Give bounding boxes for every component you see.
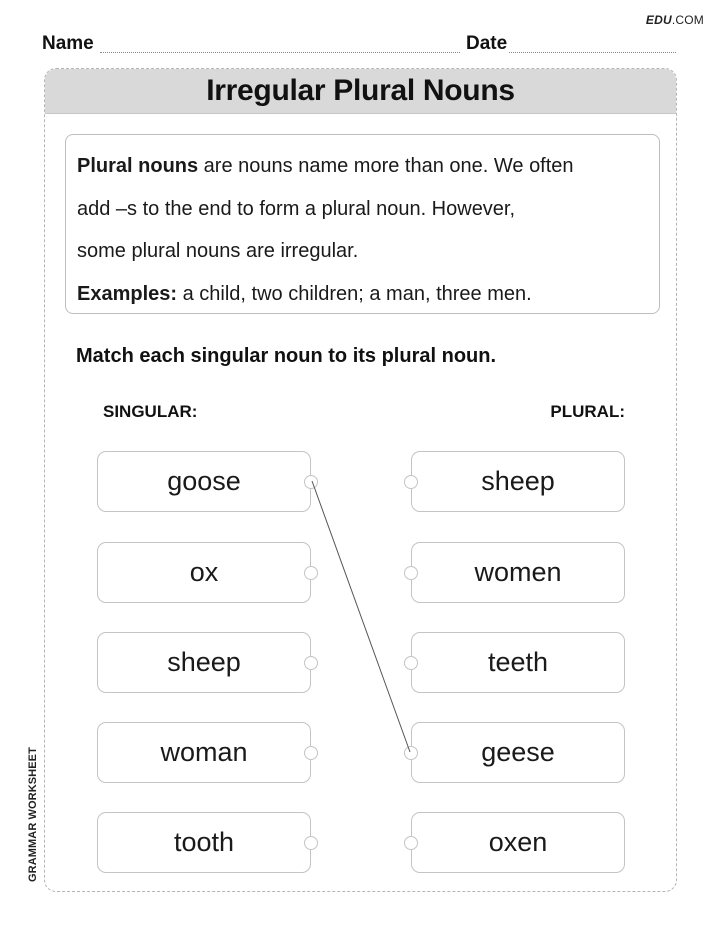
plural-card-geese[interactable] <box>411 722 625 783</box>
connector-dot[interactable] <box>304 475 318 489</box>
singular-card-woman[interactable] <box>97 722 311 783</box>
connector-dot[interactable] <box>304 566 318 580</box>
examples-label: Examples: <box>77 282 178 305</box>
info-box <box>65 134 660 314</box>
plural-card-sheep[interactable] <box>411 451 625 512</box>
brand-logo-rest: .COM <box>671 13 704 27</box>
info-line-2: add –s to the end to form a plural noun. However, <box>77 197 516 220</box>
singular-card-sheep[interactable] <box>97 632 311 693</box>
name-date-row <box>42 33 676 55</box>
plural-header: PLURAL: <box>550 402 625 421</box>
info-term: Plural nouns <box>77 155 199 177</box>
plural-word: sheep <box>481 466 555 496</box>
connector-dot[interactable] <box>404 566 418 580</box>
side-label: GRAMMAR WORKSHEET <box>27 747 39 882</box>
singular-word: goose <box>167 466 241 496</box>
singular-word: tooth <box>173 827 235 857</box>
connector-dot[interactable] <box>404 836 418 850</box>
plural-word: oxen <box>488 827 548 857</box>
title-band <box>45 69 676 114</box>
plural-card-teeth[interactable] <box>411 632 625 693</box>
connector-dot[interactable] <box>304 746 318 760</box>
instruction-text: Match each singular noun to its plural noun. <box>76 345 497 367</box>
singular-card-tooth[interactable] <box>97 812 311 873</box>
page-title: Irregular Plural Nouns <box>206 74 515 107</box>
brand-logo <box>646 13 704 27</box>
date-field[interactable] <box>509 52 676 53</box>
connector-dot[interactable] <box>404 746 418 760</box>
singular-card-goose[interactable] <box>97 451 311 512</box>
singular-word: sheep <box>167 647 241 677</box>
examples-text: a child, two children; a man, three men. <box>177 282 532 305</box>
plural-word: women <box>474 557 562 587</box>
info-line-3: some plural nouns are irregular. <box>77 240 359 262</box>
plural-word: geese <box>481 737 555 767</box>
date-label: Date <box>466 33 508 54</box>
name-field[interactable] <box>100 52 460 53</box>
connector-dot[interactable] <box>404 475 418 489</box>
connector-dot[interactable] <box>304 836 318 850</box>
singular-card-ox[interactable] <box>97 542 311 603</box>
info-line-4 <box>77 273 649 316</box>
brand-logo-bold: EDU <box>645 13 672 27</box>
singular-header: SINGULAR: <box>103 402 198 421</box>
singular-word: woman <box>160 737 248 767</box>
singular-word: ox <box>189 557 219 587</box>
name-label: Name <box>42 33 94 54</box>
info-line-1 <box>77 145 649 188</box>
plural-card-women[interactable] <box>411 542 625 603</box>
plural-card-oxen[interactable] <box>411 812 625 873</box>
connector-dot[interactable] <box>404 656 418 670</box>
connector-dot[interactable] <box>304 656 318 670</box>
plural-word: teeth <box>487 647 549 677</box>
info-line-1-text: are nouns name more than one. We often <box>198 155 574 177</box>
